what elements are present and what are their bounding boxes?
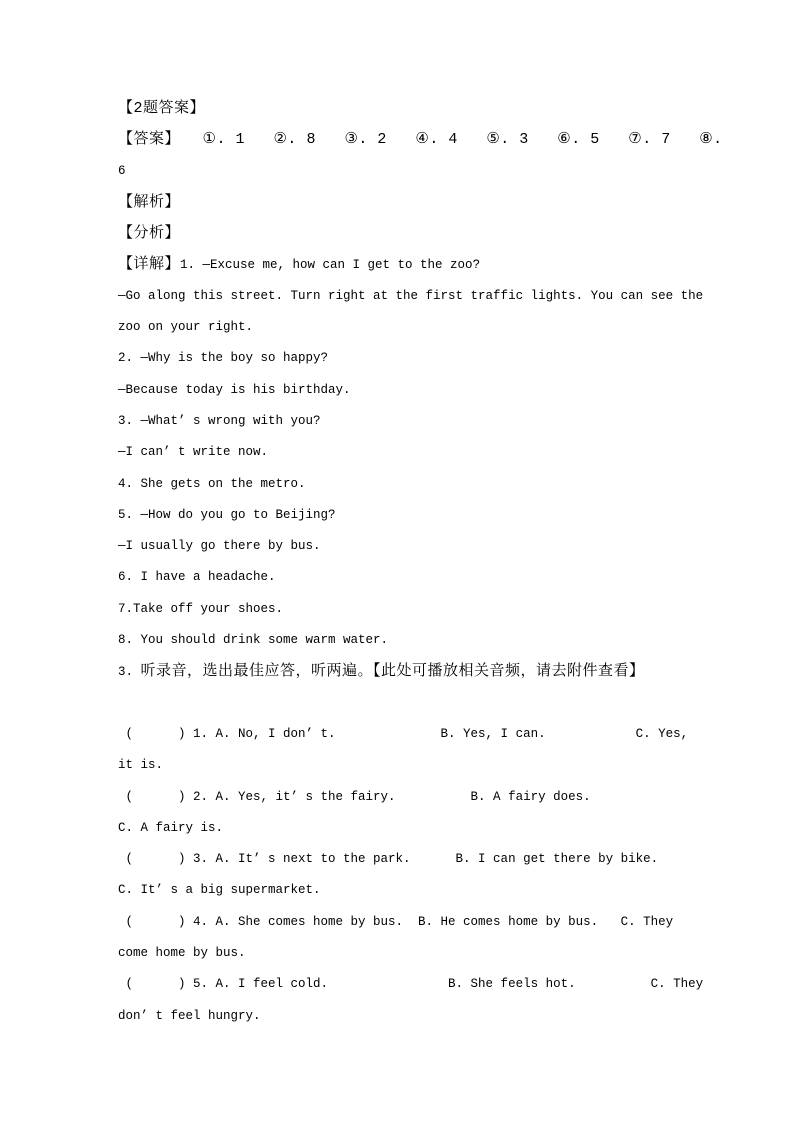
- answer-section-heading: [118, 93, 764, 124]
- english-text: 6. I have a headache.: [118, 570, 276, 585]
- transcript-line: [118, 406, 764, 437]
- chinese-text: 【分析】: [118, 225, 181, 243]
- chinese-text: 【2题答案】: [118, 100, 206, 117]
- english-text: 3. —What’ s wrong with you?: [118, 413, 321, 428]
- english-text: 2. —Why is the boy so happy?: [118, 351, 329, 366]
- english-text: 1. —Excuse me, how can I get to the zoo?: [180, 258, 481, 273]
- english-text: zoo on your right.: [118, 320, 254, 335]
- english-text: 6: [118, 163, 126, 178]
- transcript-line: [118, 375, 764, 406]
- english-text: ( ) 3. A. It’ s next to the park. B. I can get there by bike.: [118, 852, 659, 867]
- transcript-line: [118, 531, 764, 562]
- option-line-1-continuation: [118, 750, 764, 781]
- transcript-line: [118, 625, 764, 656]
- transcript-line: [118, 594, 764, 625]
- fenxi-heading: [118, 218, 764, 249]
- blank-line: [118, 688, 764, 719]
- english-text: [180, 133, 203, 147]
- english-text: 3.: [118, 665, 141, 680]
- transcript-line: [118, 469, 764, 500]
- english-text: ( ) 4. A. She comes home by bus. B. He comes home by bus. C. They: [118, 914, 674, 929]
- english-text: don’ t feel hungry.: [118, 1008, 261, 1023]
- chinese-text: 【详解】: [118, 256, 181, 274]
- english-text: ( ) 5. A. I feel cold. B. She feels hot. C. They: [118, 977, 704, 992]
- answer-key-line: [118, 124, 764, 155]
- english-text: 8. You should drink some warm water.: [118, 633, 389, 648]
- listening-instruction: [118, 656, 764, 687]
- english-text: 7.Take off your shoes.: [118, 601, 284, 616]
- option-line-3-continuation: [118, 875, 764, 906]
- english-text: ( ) 2. A. Yes, it’ s the fairy. B. A fairy does.: [118, 789, 591, 804]
- english-text: —Go along this street. Turn right at the first traffic lights. You can see the: [118, 288, 704, 303]
- answer-key-continuation: [118, 156, 764, 187]
- english-text: it is.: [118, 758, 164, 773]
- transcript-line: [118, 312, 764, 343]
- english-text: —Because today is his birthday.: [118, 382, 351, 397]
- english-text: C. A fairy is.: [118, 820, 224, 835]
- option-line-4: [118, 907, 764, 938]
- english-text: come home by bus.: [118, 946, 246, 961]
- english-text: 5. —How do you go to Beijing?: [118, 507, 336, 522]
- transcript-line: [118, 562, 764, 593]
- option-line-5: [118, 969, 764, 1000]
- document-body: [118, 93, 764, 1032]
- option-line-1: [118, 719, 764, 750]
- transcript-line: [118, 343, 764, 374]
- english-text: —I usually go there by bus.: [118, 539, 321, 554]
- jiexi-heading: [118, 187, 764, 218]
- xiangjie-line: [118, 249, 764, 280]
- transcript-line: [118, 281, 764, 312]
- transcript-line: [118, 500, 764, 531]
- english-text: C. It’ s a big supermarket.: [118, 883, 321, 898]
- option-line-4-continuation: [118, 938, 764, 969]
- chinese-text: ①. 1 ②. 8 ③. 2 ④. 4 ⑤. 3 ⑥. 5 ⑦. 7 ⑧.: [202, 131, 723, 149]
- chinese-text: 【解析】: [118, 193, 181, 211]
- option-line-5-continuation: [118, 1001, 764, 1032]
- english-text: ( ) 1. A. No, I don’ t. B. Yes, I can. C. Yes,: [118, 726, 689, 741]
- option-line-2: [118, 782, 764, 813]
- english-text: —I can’ t write now.: [118, 445, 269, 460]
- option-line-3: [118, 844, 764, 875]
- option-line-2-continuation: [118, 813, 764, 844]
- transcript-line: [118, 437, 764, 468]
- chinese-text: 听录音，选出最佳应答，听两遍。【此处可播放相关音频，请去附件查看】: [140, 663, 645, 681]
- english-text: 4. She gets on the metro.: [118, 476, 306, 491]
- chinese-text: 【答案】: [118, 131, 181, 149]
